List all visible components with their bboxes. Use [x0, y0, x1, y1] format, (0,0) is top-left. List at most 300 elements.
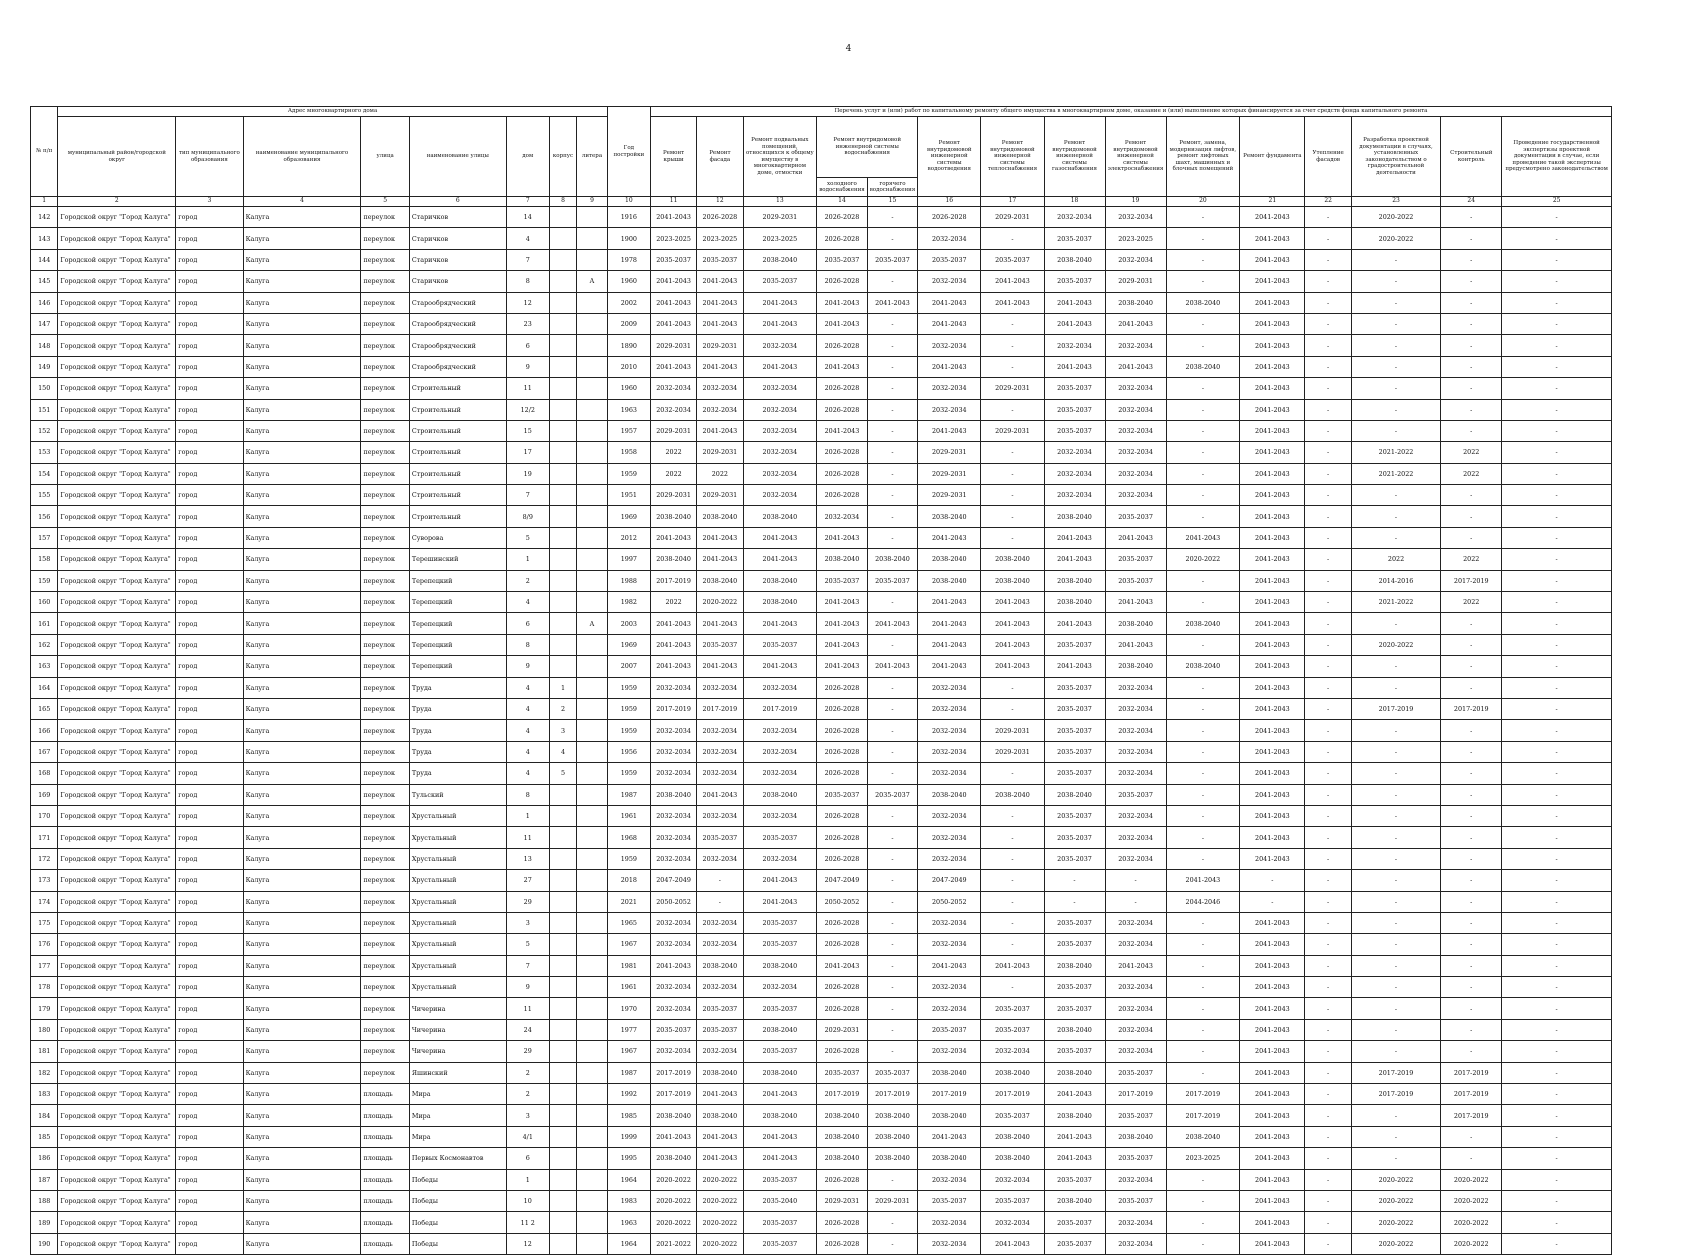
table-cell	[577, 763, 608, 784]
table-cell: -	[1305, 613, 1351, 634]
table-cell	[577, 592, 608, 613]
table-cell: -	[1351, 420, 1440, 441]
table-cell: -	[1305, 870, 1351, 891]
column-number-cell: 4	[243, 197, 361, 207]
table-cell: Калуга	[243, 1084, 361, 1105]
column-number-cell: 3	[176, 197, 243, 207]
table-cell: 2035-2037	[918, 249, 981, 270]
table-cell: Калуга	[243, 870, 361, 891]
table-cell: 2035-2037	[918, 1190, 981, 1211]
table-cell: 2029-2031	[1105, 271, 1166, 292]
table-cell: -	[867, 677, 918, 698]
table-cell: 2032-2034	[1044, 335, 1105, 356]
table-cell: Калуга	[243, 698, 361, 719]
table-cell	[549, 848, 576, 869]
table-cell: -	[1166, 805, 1240, 826]
table-cell: 169	[31, 784, 58, 805]
table-cell: 2041-2043	[1044, 356, 1105, 377]
table-cell	[577, 1212, 608, 1233]
table-cell: 1968	[607, 827, 650, 848]
table-cell: -	[1305, 1041, 1351, 1062]
table-cell: 1963	[607, 399, 650, 420]
table-cell: -	[981, 442, 1044, 463]
table-cell: -	[1502, 698, 1612, 719]
table-cell: Городской округ "Город Калуга"	[58, 335, 176, 356]
table-cell: переулок	[361, 228, 409, 249]
table-cell: -	[1305, 698, 1351, 719]
column-number-cell: 20	[1166, 197, 1240, 207]
table-cell: 1967	[607, 934, 650, 955]
table-cell: Городской округ "Город Калуга"	[58, 463, 176, 484]
table-cell: 2038-2040	[981, 784, 1044, 805]
table-cell: Городской округ "Город Калуга"	[58, 955, 176, 976]
table-cell: Калуга	[243, 977, 361, 998]
table-cell: -	[1351, 912, 1440, 933]
table-cell: 2041-2043	[1240, 1105, 1305, 1126]
table-cell: 2026-2028	[817, 741, 868, 762]
table-cell: 1960	[607, 378, 650, 399]
table-cell: 2035-2037	[1105, 1148, 1166, 1169]
table-row	[31, 228, 1612, 249]
column-number-cell: 9	[577, 197, 608, 207]
table-cell: 2041-2043	[867, 613, 918, 634]
table-cell: 6	[506, 613, 549, 634]
table-cell: 2041-2043	[743, 313, 817, 334]
table-row	[31, 870, 1612, 891]
table-cell	[577, 934, 608, 955]
table-cell: переулок	[361, 613, 409, 634]
table-cell: 2038-2040	[867, 1105, 918, 1126]
table-cell: -	[1351, 870, 1440, 891]
table-cell: 2041-2043	[743, 1084, 817, 1105]
table-cell: 1964	[607, 1233, 650, 1254]
table-cell: 2032-2034	[743, 399, 817, 420]
table-cell: 2041-2043	[743, 527, 817, 548]
column-number-cell: 5	[361, 197, 409, 207]
table-cell: Городской округ "Город Калуга"	[58, 549, 176, 570]
table-body	[31, 207, 1612, 1255]
table-cell: 2035-2037	[867, 1062, 918, 1083]
table-cell: 2041-2043	[1240, 1212, 1305, 1233]
table-cell: 2038-2040	[650, 506, 696, 527]
table-row	[31, 1169, 1612, 1190]
table-cell: Калуга	[243, 570, 361, 591]
table-cell: -	[1502, 763, 1612, 784]
table-cell: Городской округ "Город Калуга"	[58, 934, 176, 955]
table-cell: 2032-2034	[650, 827, 696, 848]
table-cell: город	[176, 977, 243, 998]
table-cell: 2035-2037	[650, 249, 696, 270]
table-cell: -	[1351, 249, 1440, 270]
table-cell: переулок	[361, 955, 409, 976]
table-cell: Труда	[409, 720, 506, 741]
table-cell: 2041-2043	[697, 549, 743, 570]
table-cell: переулок	[361, 1019, 409, 1040]
table-cell	[549, 934, 576, 955]
table-cell: -	[1351, 977, 1440, 998]
table-cell: город	[176, 720, 243, 741]
table-cell: -	[1441, 955, 1502, 976]
table-cell	[577, 827, 608, 848]
table-cell: 2041-2043	[1240, 442, 1305, 463]
table-cell	[577, 1019, 608, 1040]
table-cell: город	[176, 805, 243, 826]
table-cell: 2029-2031	[981, 720, 1044, 741]
table-cell: 2022	[650, 463, 696, 484]
table-cell	[577, 1233, 608, 1254]
table-cell	[577, 292, 608, 313]
table-cell: -	[1166, 784, 1240, 805]
table-cell: -	[1351, 271, 1440, 292]
table-cell: Труда	[409, 741, 506, 762]
table-cell	[577, 720, 608, 741]
table-cell: 24	[506, 1019, 549, 1040]
table-cell: 2041-2043	[697, 420, 743, 441]
table-cell: 2035-2037	[1044, 763, 1105, 784]
table-cell: 2041-2043	[1044, 313, 1105, 334]
table-cell: 2022	[650, 592, 696, 613]
table-cell: -	[1351, 934, 1440, 955]
table-cell: 2032-2034	[817, 506, 868, 527]
col-header-18: Ремонт внутридомовой инженерной системы газоснабжения	[1044, 117, 1105, 197]
table-cell: 2035-2037	[697, 634, 743, 655]
table-cell: 2035-2037	[1044, 378, 1105, 399]
table-cell	[577, 506, 608, 527]
table-cell: -	[1305, 656, 1351, 677]
table-cell: -	[1441, 1126, 1502, 1147]
table-cell: город	[176, 613, 243, 634]
table-cell: 186	[31, 1148, 58, 1169]
table-cell: 2041-2043	[981, 634, 1044, 655]
table-cell: -	[1502, 677, 1612, 698]
table-cell	[577, 784, 608, 805]
table-cell: 2023-2025	[650, 228, 696, 249]
table-row	[31, 934, 1612, 955]
col-header-22: Утепление фасадов	[1305, 117, 1351, 197]
table-cell: переулок	[361, 656, 409, 677]
table-cell: площадь	[361, 1105, 409, 1126]
table-cell: 2038-2040	[743, 784, 817, 805]
table-cell: город	[176, 249, 243, 270]
table-cell: 2041-2043	[1240, 292, 1305, 313]
table-cell: город	[176, 442, 243, 463]
table-row	[31, 1233, 1612, 1254]
table-cell: 8/9	[506, 506, 549, 527]
table-cell: 1977	[607, 1019, 650, 1040]
table-cell: 1969	[607, 506, 650, 527]
table-cell: 2041-2043	[697, 271, 743, 292]
table-cell	[577, 998, 608, 1019]
table-cell: -	[1305, 463, 1351, 484]
table-cell	[549, 506, 576, 527]
table-cell: 2017-2019	[697, 698, 743, 719]
table-cell: 12/2	[506, 399, 549, 420]
table-cell	[577, 463, 608, 484]
table-cell: 2035-2037	[743, 1233, 817, 1254]
table-cell: 2032-2034	[650, 741, 696, 762]
table-cell: город	[176, 677, 243, 698]
table-cell: 2041-2043	[697, 1084, 743, 1105]
table-cell: Старообрядческий	[409, 335, 506, 356]
table-cell: Городской округ "Город Калуга"	[58, 1190, 176, 1211]
table-cell: город	[176, 1212, 243, 1233]
table-cell: -	[981, 677, 1044, 698]
table-cell: 6	[506, 1148, 549, 1169]
table-cell: 2038-2040	[918, 570, 981, 591]
table-cell: 2041-2043	[650, 634, 696, 655]
table-cell: 2038-2040	[697, 570, 743, 591]
table-cell: А	[577, 613, 608, 634]
table-cell: 2026-2028	[697, 207, 743, 228]
table-cell: -	[1502, 613, 1612, 634]
table-cell: 2041-2043	[1240, 249, 1305, 270]
table-cell: -	[867, 442, 918, 463]
table-cell: 2020-2022	[1441, 1169, 1502, 1190]
table-cell: 1967	[607, 1041, 650, 1062]
table-cell: 2032-2034	[918, 399, 981, 420]
table-cell: 2032-2034	[918, 912, 981, 933]
table-cell: 2041-2043	[1240, 977, 1305, 998]
table-cell: 2035-2037	[1044, 677, 1105, 698]
table-cell: 9	[506, 656, 549, 677]
table-cell: 2035-2037	[1044, 977, 1105, 998]
column-number-cell: 11	[650, 197, 696, 207]
table-cell: 2035-2037	[1044, 1041, 1105, 1062]
table-cell: 2022	[697, 463, 743, 484]
table-cell: 2032-2034	[650, 1041, 696, 1062]
table-cell: Городской округ "Город Калуга"	[58, 677, 176, 698]
table-cell: Старичков	[409, 271, 506, 292]
table-cell: 5	[506, 934, 549, 955]
table-cell: переулок	[361, 934, 409, 955]
table-cell: 10	[506, 1190, 549, 1211]
table-cell: 2029-2031	[867, 1190, 918, 1211]
table-cell: -	[1441, 1019, 1502, 1040]
table-cell: Победы	[409, 1212, 506, 1233]
col-header-1: № п/п	[31, 107, 58, 197]
table-cell: -	[1502, 656, 1612, 677]
table-cell: 2035-2037	[1044, 934, 1105, 955]
table-cell: 2032-2034	[1105, 827, 1166, 848]
table-cell: 2041-2043	[981, 955, 1044, 976]
table-cell: -	[1441, 720, 1502, 741]
table-cell: -	[1502, 1126, 1612, 1147]
table-cell: 2035-2037	[817, 249, 868, 270]
table-cell: 158	[31, 549, 58, 570]
table-cell: -	[1441, 891, 1502, 912]
table-cell: 2020-2022	[697, 1190, 743, 1211]
table-cell: -	[1166, 1169, 1240, 1190]
table-cell: Хрустальный	[409, 827, 506, 848]
table-cell	[577, 848, 608, 869]
table-cell: 2032-2034	[743, 805, 817, 826]
table-cell: -	[1305, 1062, 1351, 1083]
table-cell: 2023-2025	[697, 228, 743, 249]
table-cell: город	[176, 912, 243, 933]
table-cell: 2035-2037	[981, 1019, 1044, 1040]
table-cell: 2029-2031	[650, 335, 696, 356]
table-cell: 152	[31, 420, 58, 441]
table-cell: -	[1351, 1041, 1440, 1062]
table-cell	[549, 271, 576, 292]
table-cell: Калуга	[243, 741, 361, 762]
table-cell: 2029-2031	[817, 1019, 868, 1040]
table-cell: -	[1502, 1105, 1612, 1126]
table-cell: Калуга	[243, 912, 361, 933]
table-cell: Суворова	[409, 527, 506, 548]
column-number-cell: 19	[1105, 197, 1166, 207]
table-cell	[577, 677, 608, 698]
table-cell	[549, 870, 576, 891]
table-cell: 2020-2022	[1351, 228, 1440, 249]
table-cell: 2032-2034	[1105, 741, 1166, 762]
table-row	[31, 1190, 1612, 1211]
table-cell: -	[1305, 1190, 1351, 1211]
column-number-cell: 25	[1502, 197, 1612, 207]
column-number-cell: 1	[31, 197, 58, 207]
table-cell: 1988	[607, 570, 650, 591]
table-cell: Строительный	[409, 399, 506, 420]
table-cell: 2041-2043	[697, 613, 743, 634]
table-cell	[577, 698, 608, 719]
table-row	[31, 249, 1612, 270]
table-cell: 2038-2040	[650, 1148, 696, 1169]
table-row	[31, 1041, 1612, 1062]
table-cell: 2026-2028	[817, 1233, 868, 1254]
table-cell	[549, 228, 576, 249]
table-cell: -	[867, 848, 918, 869]
table-cell: Старичков	[409, 228, 506, 249]
table-cell: Калуга	[243, 420, 361, 441]
table-cell: 2032-2034	[743, 378, 817, 399]
table-cell: город	[176, 634, 243, 655]
table-cell: 2017-2019	[650, 1062, 696, 1083]
table-cell: 29	[506, 1041, 549, 1062]
table-cell: -	[1305, 207, 1351, 228]
table-cell: Победы	[409, 1190, 506, 1211]
table-cell: 2041-2043	[817, 656, 868, 677]
table-cell: 2020-2022	[1351, 207, 1440, 228]
table-cell: 2032-2034	[743, 763, 817, 784]
table-cell: 2041-2043	[981, 1233, 1044, 1254]
table-cell: -	[1166, 720, 1240, 741]
table-cell: 2026-2028	[817, 677, 868, 698]
table-cell: Хрустальный	[409, 891, 506, 912]
table-cell: 2041-2043	[981, 613, 1044, 634]
table-cell: -	[1305, 677, 1351, 698]
table-cell: 2020-2022	[697, 1169, 743, 1190]
table-cell: 2041-2043	[1240, 463, 1305, 484]
table-cell: Городской округ "Город Калуга"	[58, 912, 176, 933]
table-cell: переулок	[361, 763, 409, 784]
table-cell: 2035-2037	[918, 1019, 981, 1040]
table-cell: -	[981, 870, 1044, 891]
table-cell: 2020-2022	[697, 1212, 743, 1233]
table-cell: -	[867, 634, 918, 655]
table-cell: 2023-2025	[1105, 228, 1166, 249]
table-cell: -	[1166, 1212, 1240, 1233]
table-cell: -	[1502, 805, 1612, 826]
table-cell: 2038-2040	[743, 592, 817, 613]
table-cell	[549, 527, 576, 548]
table-cell: 2041-2043	[1240, 1041, 1305, 1062]
table-cell: 2041-2043	[1240, 720, 1305, 741]
table-cell: 2017-2019	[1441, 698, 1502, 719]
table-cell: 4/1	[506, 1126, 549, 1147]
table-cell: 2041-2043	[1240, 506, 1305, 527]
table-cell: 2014-2016	[1351, 570, 1440, 591]
table-cell: переулок	[361, 870, 409, 891]
table-cell: -	[867, 1019, 918, 1040]
table-cell: переулок	[361, 1041, 409, 1062]
table-cell: -	[1502, 506, 1612, 527]
table-cell: 1964	[607, 1169, 650, 1190]
table-cell: 2032-2034	[1105, 805, 1166, 826]
table-cell: -	[1441, 249, 1502, 270]
table-cell: 2041-2043	[1240, 570, 1305, 591]
table-row	[31, 827, 1612, 848]
table-cell: 4	[506, 698, 549, 719]
table-cell: -	[867, 934, 918, 955]
table-cell: 154	[31, 463, 58, 484]
table-cell: -	[1441, 827, 1502, 848]
table-cell: 1983	[607, 1190, 650, 1211]
table-cell: 2041-2043	[697, 356, 743, 377]
column-number-cell: 6	[409, 197, 506, 207]
table-cell: 2035-2037	[1044, 1233, 1105, 1254]
table-cell: 2041-2043	[918, 292, 981, 313]
table-cell: 1985	[607, 1105, 650, 1126]
table-cell: 2026-2028	[817, 934, 868, 955]
table-cell: Калуга	[243, 249, 361, 270]
table-cell: 1959	[607, 698, 650, 719]
table-cell: -	[1351, 763, 1440, 784]
table-cell: переулок	[361, 271, 409, 292]
table-cell: 156	[31, 506, 58, 527]
table-cell: Калуга	[243, 805, 361, 826]
table-row	[31, 1126, 1612, 1147]
table-row	[31, 1019, 1612, 1040]
table-cell: 2021	[607, 891, 650, 912]
table-cell: 2041-2043	[1240, 1062, 1305, 1083]
table-cell: 2	[506, 570, 549, 591]
table-cell: 1959	[607, 763, 650, 784]
table-cell: -	[1351, 356, 1440, 377]
col-header-2: муниципальный район/городской округ	[58, 117, 176, 197]
table-cell: 2035-2037	[743, 271, 817, 292]
table-cell: 2038-2040	[1166, 656, 1240, 677]
table-cell: 2038-2040	[1166, 292, 1240, 313]
table-cell: Строительный	[409, 463, 506, 484]
table-cell: переулок	[361, 549, 409, 570]
table-cell: 2038-2040	[1044, 570, 1105, 591]
table-cell: 2041-2043	[1240, 934, 1305, 955]
table-cell: город	[176, 955, 243, 976]
table-cell: 1	[506, 805, 549, 826]
table-cell: -	[1105, 891, 1166, 912]
table-cell: 2041-2043	[1240, 271, 1305, 292]
table-cell: -	[1502, 1190, 1612, 1211]
table-cell: 2035-2037	[1044, 741, 1105, 762]
table-cell: 2041-2043	[650, 527, 696, 548]
table-cell: город	[176, 292, 243, 313]
table-cell: 2032-2034	[650, 677, 696, 698]
table-cell: -	[1351, 784, 1440, 805]
table-cell: город	[176, 934, 243, 955]
table-cell: площадь	[361, 1084, 409, 1105]
table-cell: -	[867, 378, 918, 399]
table-cell: -	[1305, 955, 1351, 976]
